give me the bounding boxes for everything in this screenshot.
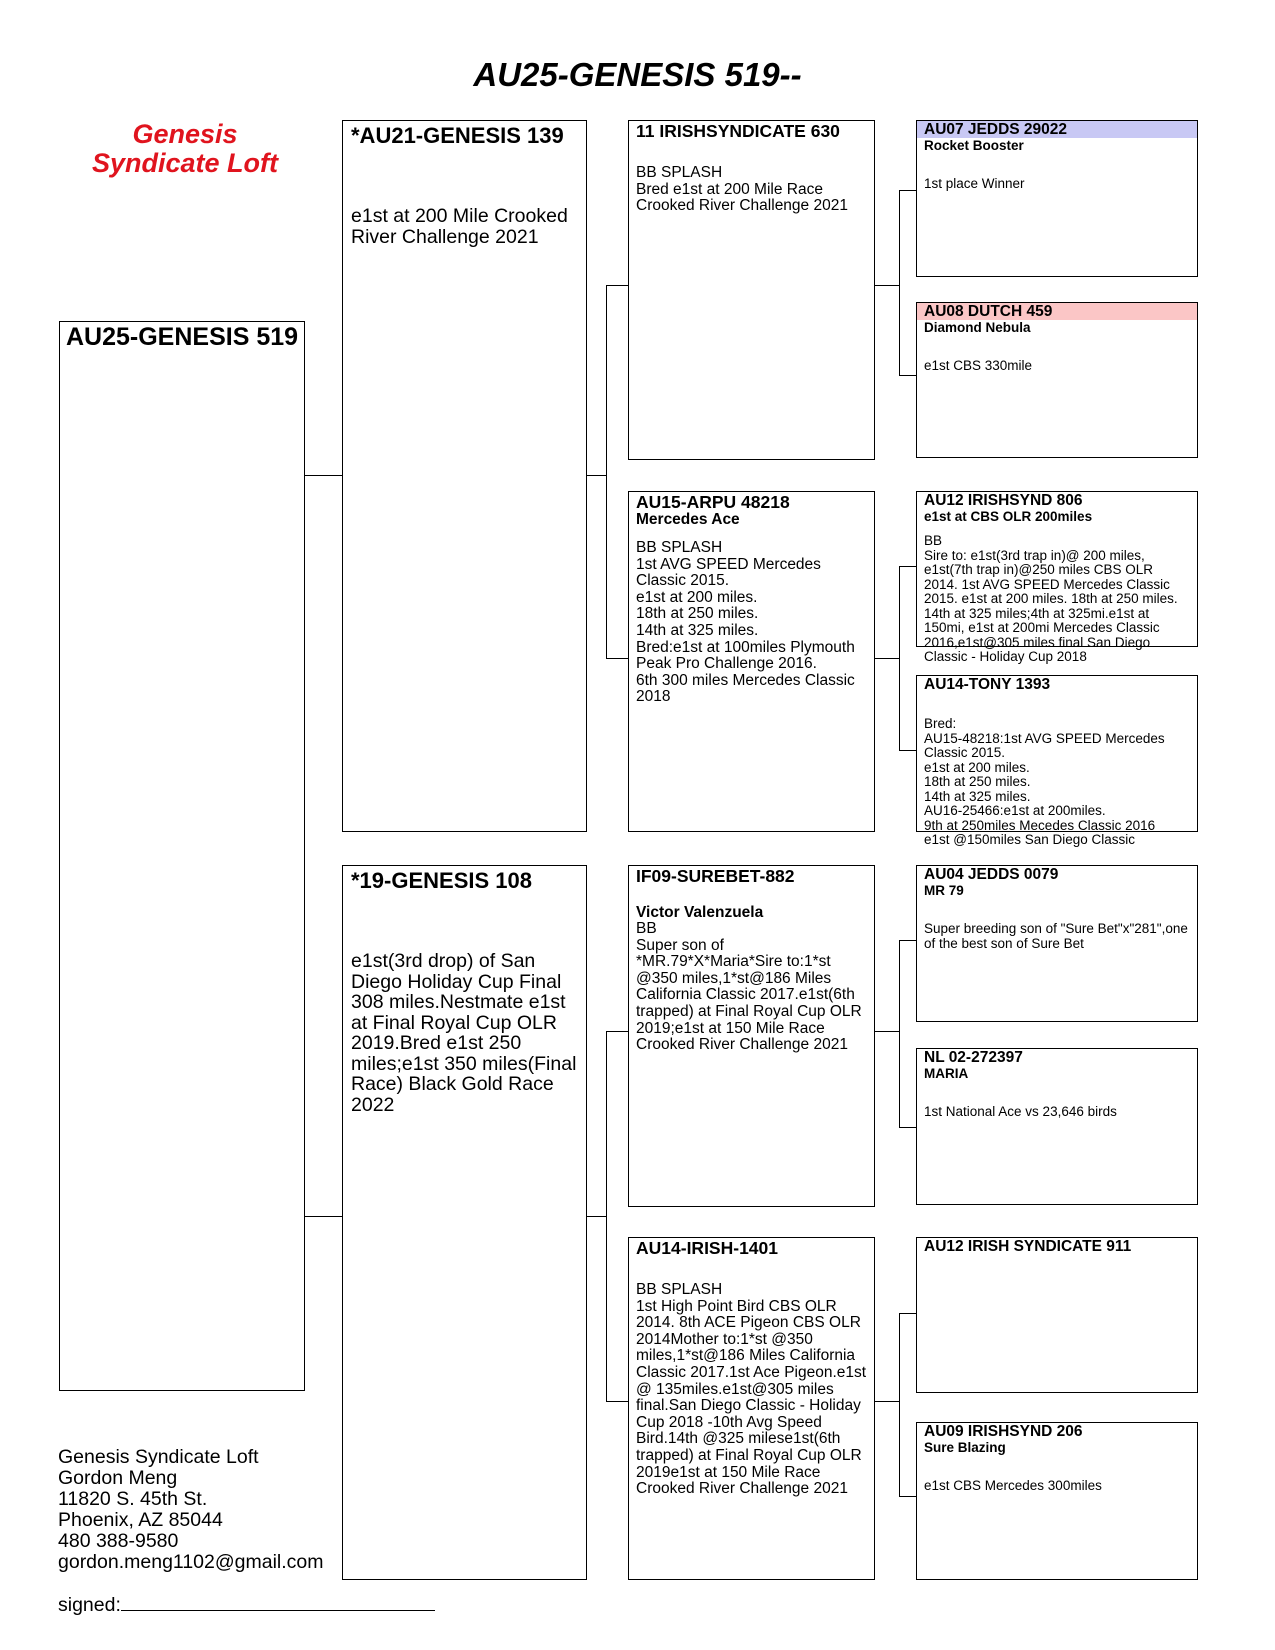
sire-sire-notes: BB SPLASH Bred e1st at 200 Mile Race Crooked River Challenge 2021 <box>636 164 848 215</box>
sire-dam-band: AU15-ARPU 48218 <box>636 492 790 512</box>
g4-notes-6: 1st National Ace vs 23,646 birds <box>924 1104 1117 1119</box>
signature-line[interactable] <box>121 1592 435 1611</box>
g4-band-3: AU12 IRISHSYND 806 <box>924 492 1083 509</box>
sire-sire-box <box>628 120 875 460</box>
g4-band-1: AU07 JEDDS 29022 <box>917 121 1197 138</box>
g4-notes-5: Super breeding son of "Sure Bet"x"281",one of the best son of Sure Bet <box>924 921 1188 951</box>
dam-sire-box <box>628 865 875 1207</box>
g4-band-5: AU04 JEDDS 0079 <box>924 866 1059 883</box>
subject-bird-band: AU25-GENESIS 519 <box>66 323 299 351</box>
dam-dam-notes: BB SPLASH 1st High Point Bird CBS OLR 2014. 8th ACE Pigeon CBS OLR 2014Mother to:1*st @350 miles,1*st@186 Miles California Classic 2017.1st Ace Pigeon.e1st @ 135miles.e1st@305 miles final.San Diego Classic - Holiday Cup 2018 -10th Avg Speed Bird.14th @325 milese1st(6th trapped) at Final Royal Cup OLR 2019e1st at 150 Mile Race Crooked River Challenge 2021 <box>636 1281 867 1498</box>
dam-band: *19-GENESIS 108 <box>351 868 532 893</box>
g4-band-7: AU12 IRISH SYNDICATE 911 <box>924 1238 1132 1255</box>
g4-box-4 <box>916 675 1198 847</box>
g4-name-8: Sure Blazing <box>924 1440 1006 1455</box>
signature-field <box>58 1592 435 1616</box>
g4-name-5: MR 79 <box>924 883 964 898</box>
g4-box-3 <box>916 491 1198 664</box>
contact-block <box>58 1447 324 1573</box>
g4-box-1 <box>916 120 1198 277</box>
signed-label: signed: <box>58 1594 121 1616</box>
g4-notes-2: e1st CBS 330mile <box>924 358 1033 373</box>
dam-dam-box <box>628 1237 875 1580</box>
sire-box <box>342 120 587 832</box>
loft-name: Genesis Syndicate Loft <box>91 119 279 178</box>
subject-bird-box <box>59 321 305 1391</box>
contact-loft: Genesis Syndicate Loft <box>58 1446 259 1468</box>
g4-notes-3: BB Sire to: e1st(3rd trap in)@ 200 miles, e1st(7th trap in)@250 miles CBS OLR 2014. 1st AVG SPEED Mercedes Classic 2015. e1st at 200 miles. 18th at 250 miles. 14th at 325 miles;4th at 325mi.e1st at 150mi, e1st at 200mi Mercedes Classic 2016,e1st@305 miles final San Diego Classic - Holiday Cup 2018 <box>924 533 1178 664</box>
g4-box-7 <box>916 1237 1198 1393</box>
pedigree-title: AU25-GENESIS 519-- <box>473 56 802 93</box>
sire-band: *AU21-GENESIS 139 <box>351 123 564 148</box>
g4-box-6 <box>916 1048 1198 1205</box>
g4-band-8: AU09 IRISHSYND 206 <box>924 1423 1083 1440</box>
g4-name-3: e1st at CBS OLR 200miles <box>924 509 1093 524</box>
sire-dam-notes: BB SPLASH 1st AVG SPEED Mercedes Classic 2015. e1st at 200 miles. 18th at 250 miles. 14th at 325 miles. Bred:e1st at 100miles Plymouth Peak Pro Challenge 2016. 6th 300 miles Mercedes Classic 2018 <box>636 539 855 706</box>
g4-name-2: Diamond Nebula <box>924 320 1031 335</box>
g4-box-5 <box>916 865 1198 1022</box>
g4-band-6: NL 02-272397 <box>924 1049 1023 1066</box>
dam-box <box>342 865 587 1580</box>
sire-notes: e1st at 200 Mile Crooked River Challenge 2021 <box>351 205 568 248</box>
dam-sire-name: Victor Valenzuela <box>636 904 764 921</box>
dam-notes: e1st(3rd drop) of San Diego Holiday Cup Final 308 miles.Nestmate e1st at Final Royal Cup OLR 2019.Bred e1st 250 miles;e1st 350 miles(Final Race) Black Gold Race 2022 <box>351 950 577 1116</box>
g4-box-2 <box>916 302 1198 458</box>
contact-person: Gordon Meng <box>58 1467 178 1489</box>
g4-name-6: MARIA <box>924 1066 969 1081</box>
sire-sire-band: 11 IRISHSYNDICATE 630 <box>636 121 840 141</box>
dam-sire-band: IF09-SUREBET-882 <box>636 866 795 886</box>
g4-box-8 <box>916 1422 1198 1580</box>
dam-sire-notes: BB Super son of *MR.79*X*Maria*Sire to:1*st @350 miles,1*st@186 Miles California Classic 2017.e1st(6th trapped) at Final Royal Cup OLR 2019;e1st at 150 Mile Race Crooked River Challenge 2021 <box>636 920 862 1054</box>
g4-band-4: AU14-TONY 1393 <box>924 676 1051 693</box>
contact-phone: 480 388-9580 <box>58 1530 179 1552</box>
dam-dam-band: AU14-IRISH-1401 <box>636 1238 778 1258</box>
g4-notes-1: 1st place Winner <box>924 176 1025 191</box>
contact-email: gordon.meng1102@gmail.com <box>58 1551 324 1573</box>
sire-dam-name: Mercedes Ace <box>636 511 740 528</box>
sire-dam-box <box>628 491 875 832</box>
g4-notes-4: Bred: AU15-48218:1st AVG SPEED Mercedes Classic 2015. e1st at 200 miles. 18th at 250 miles. 14th at 325 miles. AU16-25466:e1st at 200miles. 9th at 250miles Mecedes Classic 2016 e1st @150miles San Diego Classic <box>924 716 1165 847</box>
g4-name-1: Rocket Booster <box>924 138 1024 153</box>
contact-street: 11820 S. 45th St. <box>58 1488 208 1510</box>
contact-city: Phoenix, AZ 85044 <box>58 1509 223 1531</box>
g4-band-2: AU08 DUTCH 459 <box>917 303 1197 320</box>
g4-notes-8: e1st CBS Mercedes 300miles <box>924 1478 1102 1493</box>
